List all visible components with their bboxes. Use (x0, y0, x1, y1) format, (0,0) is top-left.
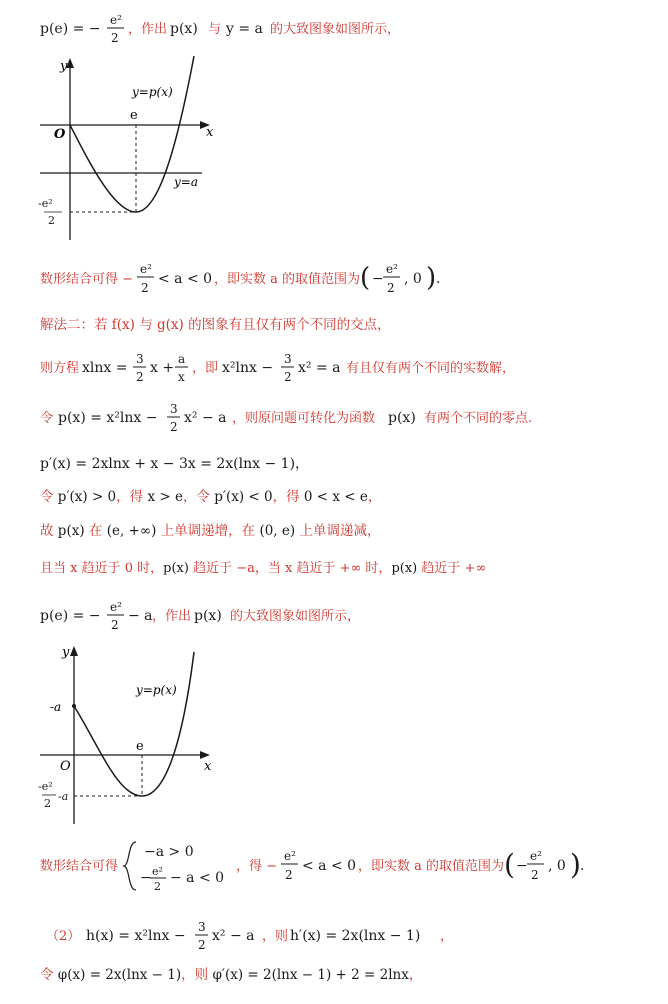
svg-text:x² = a: x² = a (298, 360, 341, 376)
graph2-x-label: x (204, 759, 212, 774)
svg-text:e²: e² (284, 849, 296, 863)
svg-text:): ) (426, 263, 437, 293)
graph2-min-label: -e² (38, 780, 53, 793)
svg-text:.: . (436, 271, 441, 287)
svg-text:.: . (580, 858, 585, 874)
svg-text:令: 令 (40, 411, 54, 426)
svg-text:e²: e² (386, 262, 398, 276)
svg-text:, 0: , 0 (404, 271, 422, 287)
text-line-13: 令 φ(x) = 2x(lnx − 1)，则 φ′(x) = 2(lnx − 1) + 2 = 2lnx， (40, 967, 423, 983)
graph2-y-arrow (70, 646, 78, 656)
line-11-math (40, 834, 650, 898)
svg-text:，即: ，即 (192, 361, 219, 376)
svg-text:2: 2 (198, 938, 206, 952)
graph1-y-label: y (60, 59, 68, 74)
svg-text:数形结合可得 −: 数形结合可得 − (40, 272, 134, 287)
svg-text:-a: -a (58, 790, 69, 803)
text-line-6: p′(x) = 2xlnx + x − 3x = 2x(lnx − 1)， (40, 456, 310, 472)
svg-text:3: 3 (198, 920, 206, 934)
svg-text:−: − (372, 271, 384, 287)
line-12-math (40, 916, 650, 956)
graph1-line-label: y=a (174, 175, 198, 189)
svg-text:p(x) = x²lnx −: p(x) = x²lnx − (58, 410, 158, 426)
svg-text:，即实数 a 的取值范围为: ，即实数 a 的取值范围为 (214, 272, 361, 287)
svg-text:p(e) = −: p(e) = − (40, 608, 101, 624)
svg-text:e²: e² (110, 600, 122, 614)
svg-text:2: 2 (531, 868, 539, 882)
svg-text:2: 2 (111, 618, 119, 632)
svg-text:2: 2 (141, 281, 149, 295)
svg-text:e²: e² (110, 13, 122, 27)
graph2-y-label: y (62, 645, 70, 660)
svg-text:x² − a: x² − a (212, 928, 255, 944)
svg-text:h′(x) = 2x(lnx − 1): h′(x) = 2x(lnx − 1) (290, 928, 421, 944)
text-line-9: 且当 x 趋近于 0 时，p(x) 趋近于 −a，当 x 趋近于 +∞ 时，p(x) 趋近于 +∞ (40, 561, 487, 576)
svg-text:（2）: （2） (46, 929, 81, 944)
graph1-origin-label: O (54, 127, 66, 142)
svg-text:− a: − a (128, 608, 153, 624)
svg-text:，得 −: ，得 − (236, 859, 278, 874)
svg-text:x +: x + (150, 360, 175, 376)
graph1-e-label: e (130, 108, 138, 123)
text-line-4 (40, 348, 656, 388)
graph2-e-label: e (136, 739, 144, 754)
svg-text:e²: e² (152, 865, 163, 878)
svg-text:x: x (178, 370, 185, 384)
graph2-intercept-label: -a (50, 700, 62, 714)
text-line-10 (40, 596, 656, 636)
svg-text:a: a (178, 352, 186, 366)
svg-text:): ) (570, 848, 581, 881)
svg-text:(: ( (360, 263, 371, 293)
svg-text:−: − (140, 870, 152, 886)
svg-text:有且仅有两个不同的实数解，: 有且仅有两个不同的实数解， (346, 361, 516, 376)
svg-text:2: 2 (154, 880, 161, 893)
svg-text:−a > 0: −a > 0 (144, 844, 194, 860)
svg-text:2: 2 (136, 370, 144, 384)
svg-text:2: 2 (387, 281, 395, 295)
svg-text:则方程: 则方程 (40, 361, 80, 376)
line-2-math (40, 255, 650, 299)
graph2-x-arrow (200, 751, 210, 759)
svg-text:数形结合可得: 数形结合可得 (40, 859, 119, 874)
svg-text:< a < 0: < a < 0 (158, 271, 213, 287)
svg-text:p(x): p(x) (388, 410, 416, 426)
svg-text:2: 2 (285, 868, 293, 882)
line-1-math (40, 8, 640, 48)
svg-text:x²lnx −: x²lnx − (222, 360, 274, 376)
svg-text:3: 3 (136, 352, 144, 366)
svg-text:2: 2 (284, 370, 292, 384)
svg-text:的大致图象如图所示，: 的大致图象如图所示， (230, 609, 361, 624)
svg-text:，作出: ，作出 (128, 22, 168, 37)
svg-text:xlnx =: xlnx = (82, 360, 128, 376)
svg-text:3: 3 (284, 352, 292, 366)
graph-1 (34, 52, 254, 250)
graph1-min-label: -e² (38, 197, 53, 210)
graph2-curve-label: y=p(x) (136, 683, 177, 697)
svg-text:p(e) = −: p(e) = − (40, 21, 101, 37)
graph2-origin-label: O (60, 759, 71, 774)
text-line-2 (40, 255, 656, 299)
svg-text:h(x) = x²lnx −: h(x) = x²lnx − (86, 928, 186, 944)
svg-text:，则: ，则 (262, 929, 289, 944)
graph-2 (30, 638, 250, 830)
svg-text:, 0: , 0 (548, 858, 566, 874)
line-10-math (40, 596, 650, 636)
svg-text:，即实数 a 的取值范围为: ，即实数 a 的取值范围为 (358, 859, 505, 874)
svg-text:e²: e² (140, 262, 152, 276)
svg-text:，则原问题可转化为函数: ，则原问题可转化为函数 (232, 411, 376, 426)
graph1-x-label: x (206, 125, 214, 140)
svg-text:(: ( (504, 848, 515, 881)
graph2-curve (74, 652, 194, 796)
svg-text:与: 与 (208, 22, 222, 37)
text-line-3: 解法二：若 f(x) 与 g(x) 的图象有且仅有两个不同的交点， (40, 317, 391, 333)
graph1-curve-label: y=p(x) (132, 85, 173, 99)
svg-text:< a < 0: < a < 0 (302, 858, 357, 874)
svg-text:p(x): p(x) (194, 608, 222, 624)
svg-text:x² − a: x² − a (184, 410, 227, 426)
line-5-math (40, 398, 650, 438)
svg-text:有两个不同的零点.: 有两个不同的零点. (424, 411, 533, 426)
text-line-8: 故 p(x) 在 (e, +∞) 上单调递增，在 (0, e) 上单调递减， (40, 523, 381, 539)
line-4-math (40, 348, 650, 388)
svg-text:，作出: ，作出 (152, 609, 192, 624)
svg-text:2: 2 (44, 797, 51, 810)
svg-text:，: ， (440, 929, 454, 944)
svg-text:2: 2 (48, 214, 55, 227)
svg-text:e²: e² (530, 849, 542, 863)
svg-text:2: 2 (111, 31, 119, 45)
svg-text:y = a: y = a (226, 21, 263, 37)
text-line-1 (40, 8, 656, 48)
svg-text:的大致图象如图所示，: 的大致图象如图所示， (270, 22, 401, 37)
svg-text:2: 2 (170, 420, 178, 434)
text-line-12 (40, 916, 656, 956)
text-line-5 (40, 398, 656, 438)
svg-text:− a < 0: − a < 0 (170, 870, 225, 886)
svg-text:3: 3 (170, 402, 178, 416)
text-line-7: 令 p′(x) > 0，得 x > e，令 p′(x) < 0，得 0 < x < e， (40, 489, 382, 505)
svg-text:p(x): p(x) (170, 21, 198, 37)
text-line-11 (40, 834, 656, 898)
svg-text:−: − (516, 858, 528, 874)
